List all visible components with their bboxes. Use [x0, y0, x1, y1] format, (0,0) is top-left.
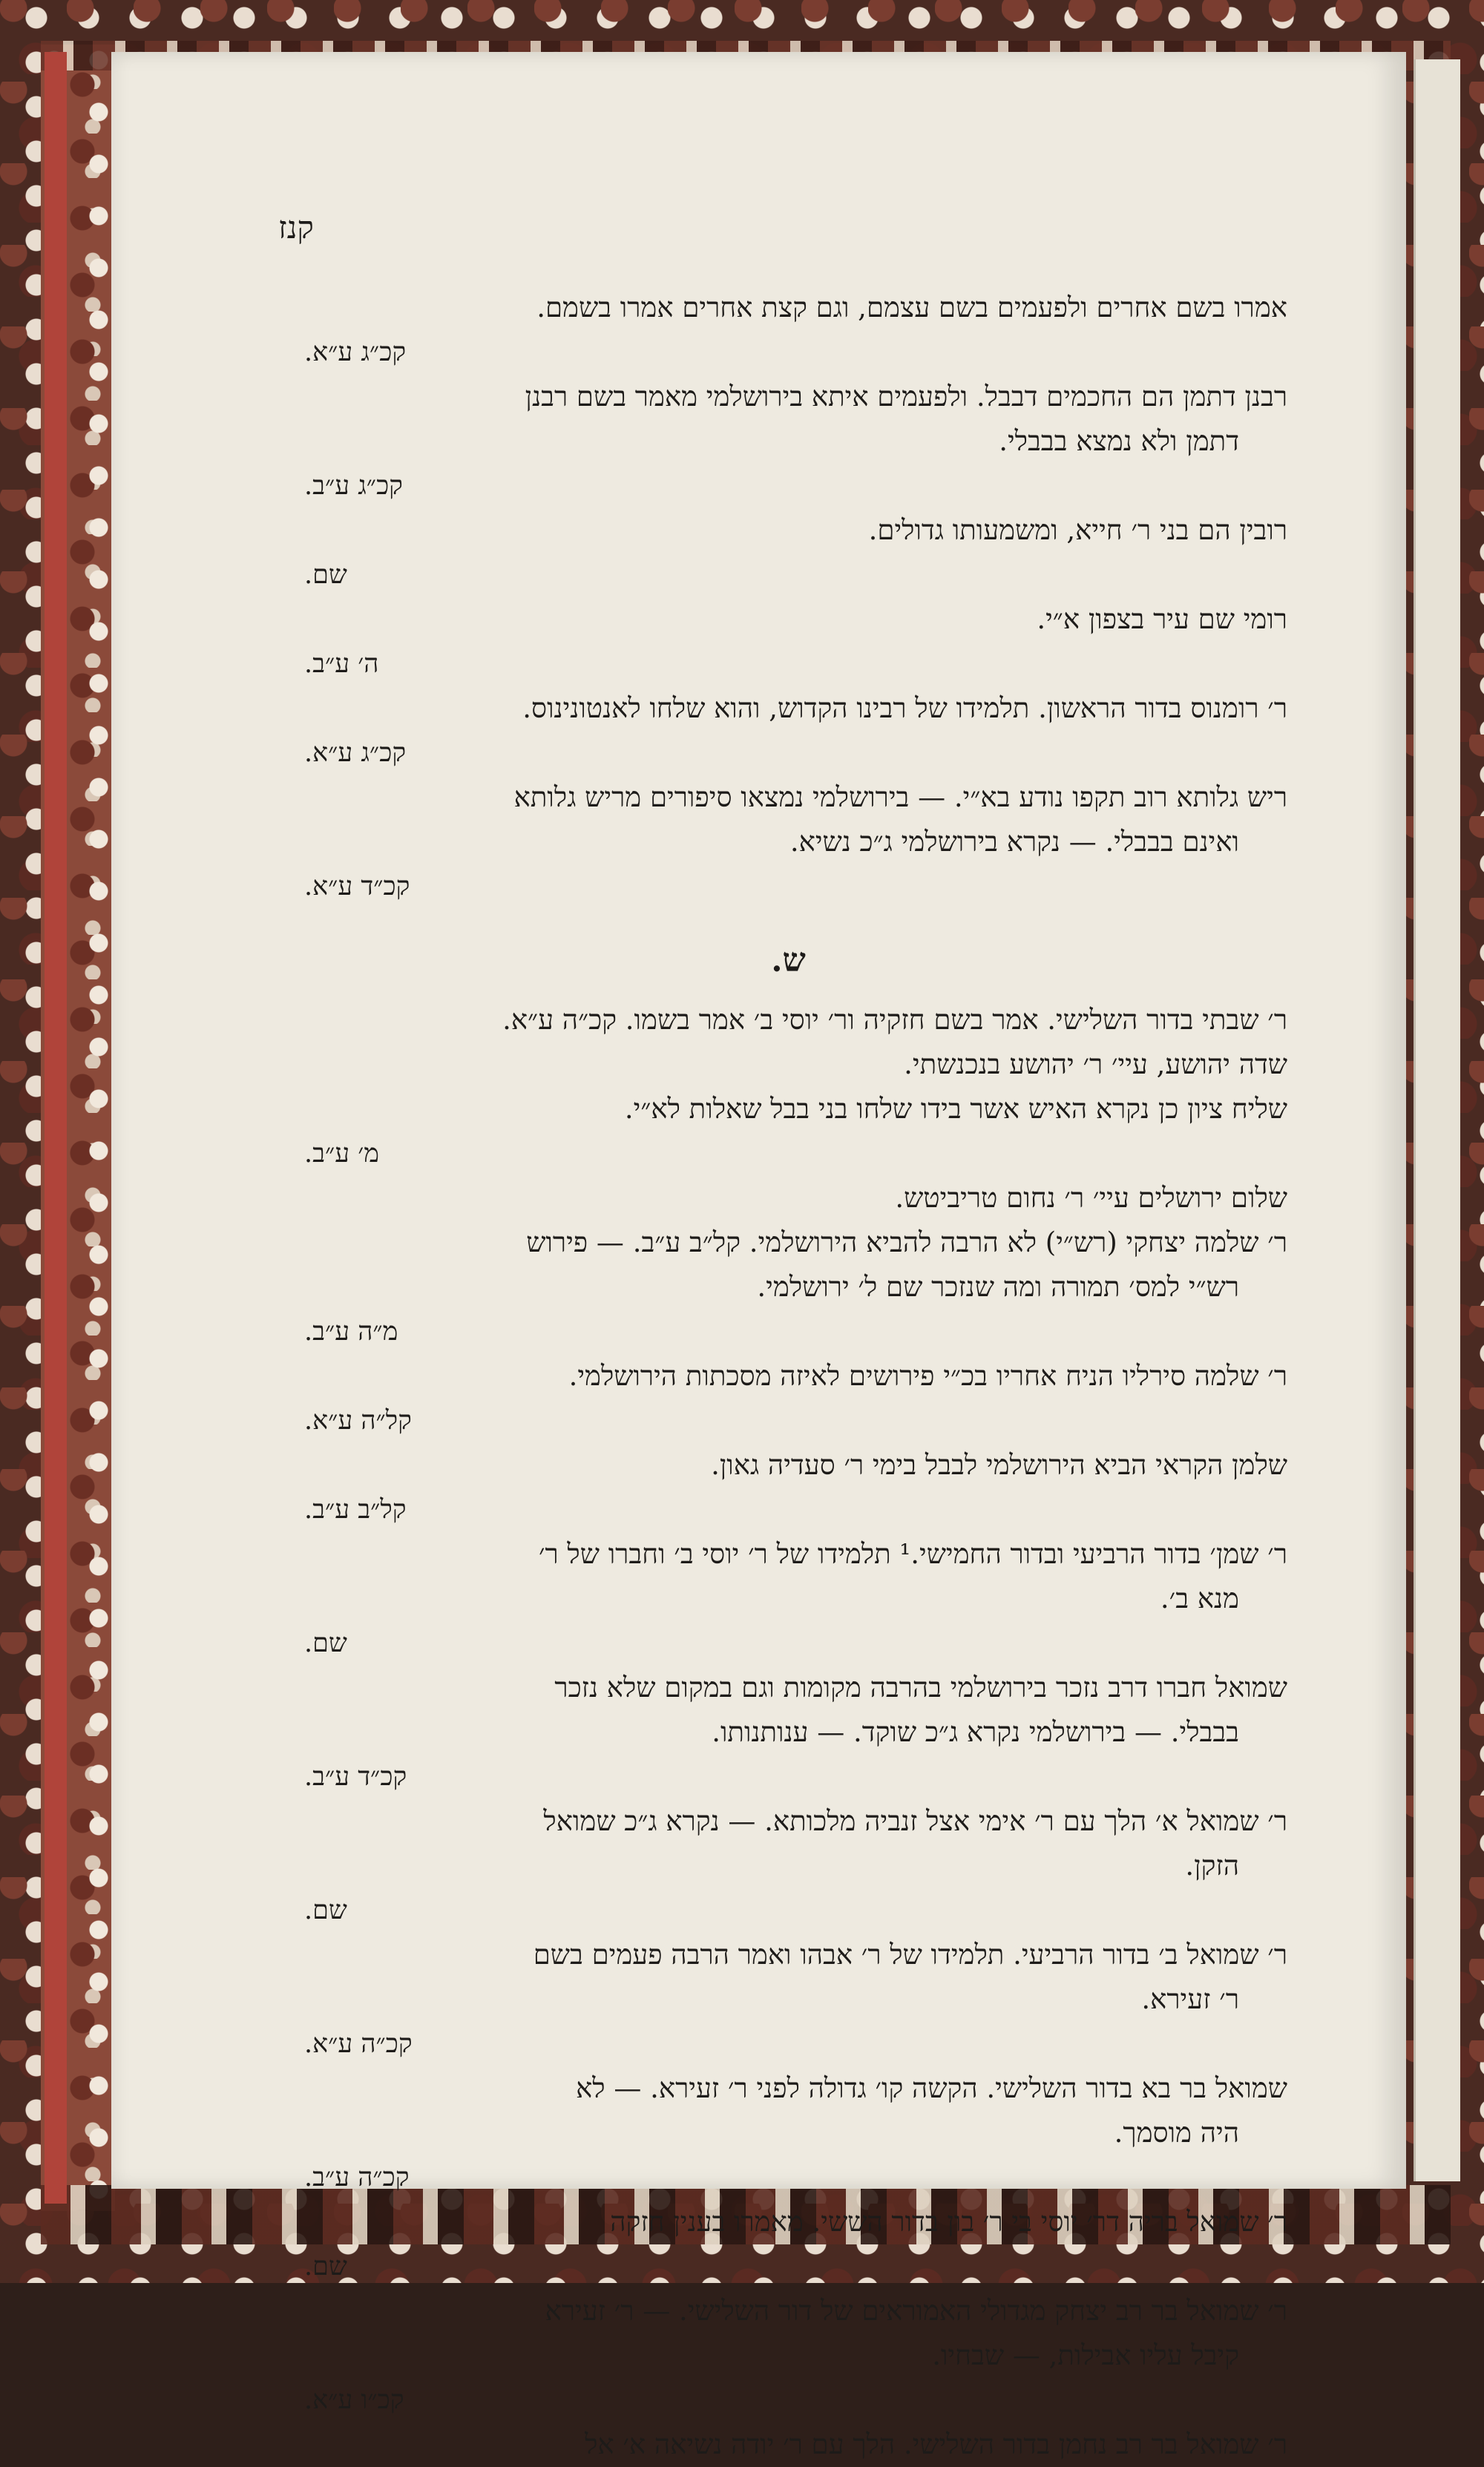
page-number: קנז [278, 209, 314, 246]
index-entry [289, 1354, 1287, 1443]
entry-text: ר׳ שלמה סירליו הניח אחריו בכ״י פירושים לאיזה מסכתות הירושלמי. [568, 1360, 1287, 1392]
section-letter: ש. [771, 942, 806, 979]
page-reference: שם. [304, 1629, 347, 1658]
next-page-edge [1414, 59, 1460, 2181]
entry-continuation: ואינם בבבלי. — נקרא בירושלמי ג״כ נשיא. [789, 826, 1239, 858]
page-reference: קכ״ד ע״א. [304, 872, 410, 901]
entry-continuation: דתמן ולא נמצא בבבלי. [999, 425, 1239, 457]
entry-continuation: ר׳ זעירא. [1141, 1983, 1239, 2015]
index-entry [289, 1443, 1287, 1532]
page-reference: ה׳ ע״ב. [304, 649, 379, 679]
index-entry [289, 1087, 1287, 1176]
entry-text: רבנן דתמן הם החכמים דבבל. ולפעמים איתא בירושלמי מאמר בשם רבנן [525, 381, 1287, 413]
index-entry [289, 508, 1287, 597]
page-reference: קל״ב ע״ב. [304, 1495, 407, 1525]
index-entry [289, 2200, 1287, 2289]
entry-text: ר׳ שמואל בר רב יצחק מגדולי האמוראים של דור השלישי. — ר׳ זעירא [545, 2295, 1287, 2327]
page-reference: קכ״ג ע״א. [304, 338, 407, 367]
index-entry [289, 1221, 1287, 1354]
entry-text: שמואל בר בא בדור השלישי. הקשה קו׳ גדולה לפני ר׳ זעירא. — לא [576, 2072, 1287, 2104]
index-entry [289, 1666, 1287, 1799]
page-reference: קכ״ו ע״א. [304, 2385, 404, 2415]
page-reference: קכ״ג ע״ב. [304, 471, 403, 501]
page-text [289, 200, 1287, 2467]
entry-continuation: רש״י למס׳ תמורה ומה שנזכר שם ל׳ ירושלמי. [757, 1271, 1239, 1303]
index-entry [289, 1799, 1287, 1933]
entry-text: שליח ציון כן נקרא האיש אשר בידו שלחו בני בבל שאלות לא״י. [624, 1093, 1287, 1125]
page-reference: מ״ה ע״ב. [304, 1317, 398, 1347]
entry-continuation: קיבל עליו אבילות, — שבחיו. [932, 2339, 1239, 2371]
entry-text: ר׳ שמואל ב׳ בדור הרביעי. תלמידו של ר׳ אבהו ואמר הרבה פעמים בשם [533, 1939, 1287, 1971]
red-binding-edge [45, 52, 67, 2204]
entry-continuation: הזקן. [1185, 1850, 1239, 1882]
index-entry [289, 1176, 1287, 1221]
entry-text: רובין הם בני ר׳ חייא, ומשמעותו גדולים. [868, 514, 1287, 546]
page-reference: קכ״ד ע״ב. [304, 1762, 407, 1792]
page-reference: קכ״ג ע״א. [304, 738, 407, 768]
index-entry [289, 597, 1287, 686]
index-entry [289, 998, 1287, 1042]
entry-text: שדה יהושע, עיי׳ ר׳ יהושע בנכנשתי. [904, 1048, 1287, 1080]
entry-text: ר׳ שמן׳ בדור הרביעי ובדור החמישי.¹ תלמידו של ר׳ יוסי ב׳ וחברו של ר׳ [538, 1538, 1287, 1570]
entry-text: ר׳ שמואל א׳ הלך עם ר׳ אימי אצל זנביה מלכותא. — נקרא ג״כ שמואל [543, 1805, 1287, 1837]
entry-text: ר׳ רומנוס בדור הראשון. תלמידו של רבינו הקדוש, והוא שלחו לאנטונינוס. [522, 692, 1287, 724]
entry-text: שמואל חברו דרב נזכר בירושלמי בהרבה מקומות וגם במקום שלא נזכר [554, 1672, 1287, 1704]
entry-text: ריש גלותא רוב תקפו נודע בא״י. — בירושלמי נמצאו סיפורים מריש גלותא [513, 781, 1287, 813]
index-entry [289, 1532, 1287, 1666]
entries-before [289, 286, 1287, 909]
index-entry [289, 286, 1287, 375]
entry-text: ר׳ שבתי בדור השלישי. אמר בשם חזקיה ור׳ יוסי ב׳ אמר בשמו. קכ״ה ע״א. [502, 1004, 1287, 1036]
index-entry [289, 2422, 1287, 2467]
index-entry [289, 686, 1287, 775]
index-entry [289, 2066, 1287, 2200]
index-entry [289, 1042, 1287, 1087]
entry-continuation: בבבלי. — בירושלמי נקרא ג״כ שוקד. — ענותנותו. [712, 1716, 1239, 1748]
entry-text: שלום ירושלים עיי׳ ר׳ נחום טריביטש. [895, 1182, 1287, 1214]
entry-text: ר׳ שמואל בריה דר׳ יוסי בי ר׳ בון בדור הששי. מאמרו בענין חזקה [610, 2206, 1287, 2238]
page-reference: שם. [304, 560, 347, 590]
entry-continuation: מנא ב׳. [1160, 1583, 1239, 1614]
page-reference: קל״ה ע״א. [304, 1406, 412, 1436]
entry-text: ר׳ שמואל בר רב נחמן בדור השלישי. הלך עם ר׳ יודה נשיאה א׳ אל [585, 2428, 1287, 2460]
entry-text: שלמן הקראי הביא הירושלמי לבבל בימי ר׳ סעדיה גאון. [711, 1449, 1287, 1481]
entries-after [289, 998, 1287, 2467]
entry-text: רומי שם עיר בצפון א״י. [1037, 603, 1287, 635]
index-entry [289, 1933, 1287, 2066]
page-reference: שם. [304, 1896, 347, 1925]
index-entry [289, 375, 1287, 508]
entry-text: ר׳ שלמה יצחקי (רש״י) לא הרבה להביא הירושלמי. קל״ב ע״ב. — פירוש [526, 1226, 1287, 1258]
page-reference: שם. [304, 2252, 347, 2282]
page-reference: מ׳ ע״ב. [304, 1139, 380, 1169]
page-reference: קכ״ה ע״ב. [304, 2163, 410, 2192]
entry-text: אמרו בשם אחרים ולפעמים בשם עצמם, וגם קצת אחרים אמרו בשמם. [536, 292, 1287, 323]
index-entry [289, 775, 1287, 909]
entry-continuation: היה מוסמך. [1114, 2117, 1239, 2149]
index-entry [289, 2289, 1287, 2422]
page-reference: קכ״ה ע״א. [304, 2029, 413, 2059]
